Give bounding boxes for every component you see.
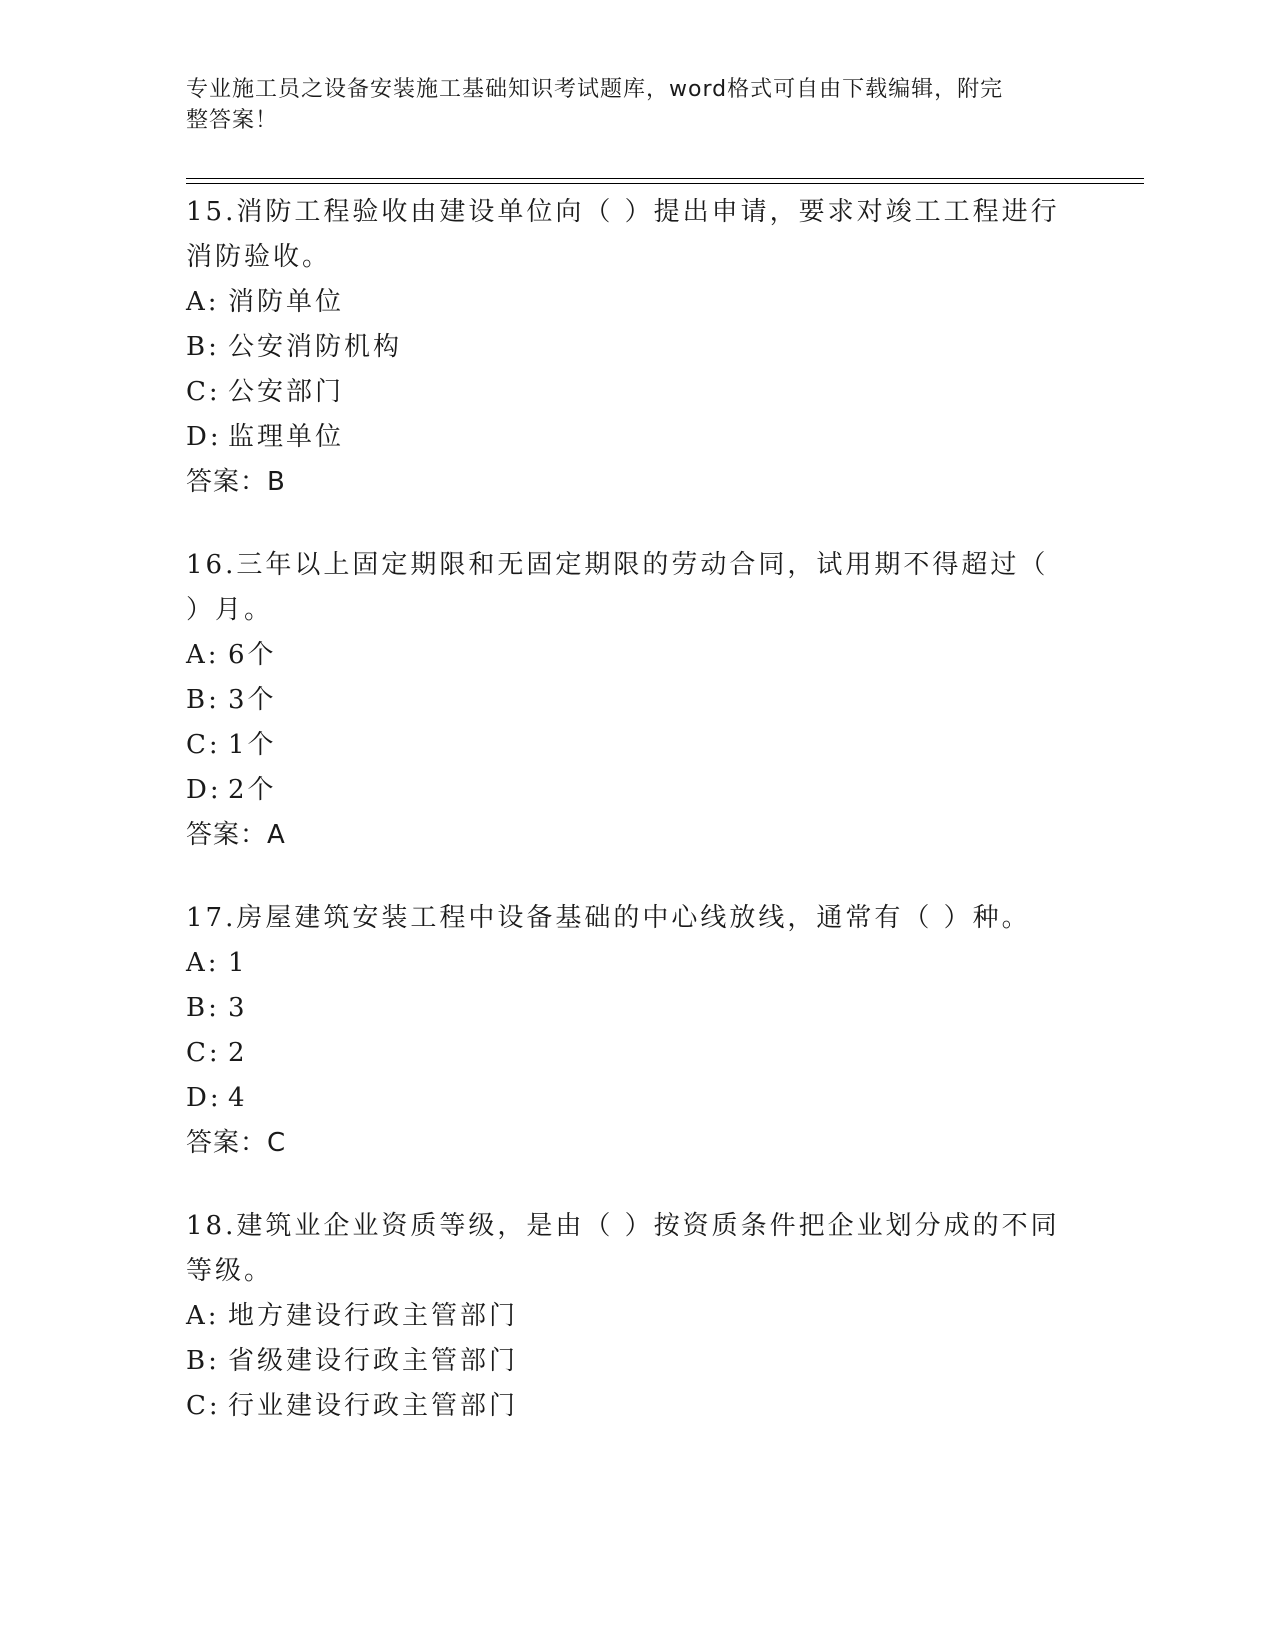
stem-line-2: ）月。 xyxy=(186,595,274,625)
option-letter: D: xyxy=(186,422,222,452)
question-stem xyxy=(186,190,1066,280)
option-d xyxy=(186,1076,1066,1121)
option-text: 2 xyxy=(228,1038,248,1068)
option-text: 地方建设行政主管部门 xyxy=(228,1301,519,1331)
option-b xyxy=(186,1339,1066,1384)
stem-line-2: 消防验收。 xyxy=(186,242,332,272)
stem-line-2: 等级。 xyxy=(186,1256,274,1286)
option-letter: B: xyxy=(186,685,220,715)
option-letter: C: xyxy=(186,377,221,407)
question-stem xyxy=(186,543,1066,633)
option-text: 1个 xyxy=(228,730,277,760)
question-17 xyxy=(186,896,1066,1166)
option-c xyxy=(186,723,1066,768)
stem-line-1: 15.消防工程验收由建设单位向（ ）提出申请，要求对竣工工程进行 xyxy=(186,197,1060,227)
stem-line-1: 18.建筑业企业资质等级，是由（ ）按资质条件把企业划分成的不同 xyxy=(186,1211,1060,1241)
answer-line: 答案：C xyxy=(186,1128,287,1158)
stem-line-1: 17.房屋建筑安装工程中设备基础的中心线放线，通常有（ ）种。 xyxy=(186,903,1031,933)
option-text: 消防单位 xyxy=(228,287,345,317)
option-d xyxy=(186,768,1066,813)
question-stem xyxy=(186,1204,1066,1294)
question-18 xyxy=(186,1204,1066,1429)
question-16 xyxy=(186,543,1066,858)
option-b xyxy=(186,325,1066,370)
option-c xyxy=(186,1031,1066,1076)
option-b xyxy=(186,986,1066,1031)
option-d xyxy=(186,415,1066,460)
option-text: 行业建设行政主管部门 xyxy=(228,1391,519,1421)
header-divider-top xyxy=(186,178,1144,179)
header-line-2: 整答案！ xyxy=(186,108,279,133)
option-c xyxy=(186,1384,1066,1429)
answer-line: 答案：B xyxy=(186,467,286,497)
option-text: 监理单位 xyxy=(228,422,345,452)
option-letter: C: xyxy=(186,730,221,760)
option-c xyxy=(186,370,1066,415)
header-line-1: 专业施工员之设备安装施工基础知识考试题库，word格式可自由下载编辑，附完 xyxy=(186,77,1004,102)
option-text: 省级建设行政主管部门 xyxy=(228,1346,519,1376)
question-list xyxy=(186,190,1066,1467)
option-b xyxy=(186,678,1066,723)
option-a xyxy=(186,941,1066,986)
option-letter: D: xyxy=(186,1083,222,1113)
question-15 xyxy=(186,190,1066,505)
stem-line-1: 16.三年以上固定期限和无固定期限的劳动合同，试用期不得超过（ xyxy=(186,550,1049,580)
option-letter: B: xyxy=(186,1346,220,1376)
option-letter: A: xyxy=(186,948,220,978)
option-text: 公安部门 xyxy=(228,377,345,407)
option-letter: C: xyxy=(186,1038,221,1068)
answer-line: 答案：A xyxy=(186,820,286,850)
option-text: 1 xyxy=(228,948,248,978)
option-letter: B: xyxy=(186,993,220,1023)
option-a xyxy=(186,280,1066,325)
option-text: 公安消防机构 xyxy=(228,332,403,362)
option-letter: D: xyxy=(186,775,222,805)
document-header xyxy=(186,74,1066,136)
option-text: 4 xyxy=(228,1083,248,1113)
option-letter: B: xyxy=(186,332,220,362)
option-letter: C: xyxy=(186,1391,221,1421)
option-text: 2个 xyxy=(228,775,277,805)
option-a xyxy=(186,633,1066,678)
option-letter: A: xyxy=(186,1301,220,1331)
option-text: 6个 xyxy=(228,640,277,670)
option-a xyxy=(186,1294,1066,1339)
option-letter: A: xyxy=(186,640,220,670)
option-text: 3个 xyxy=(228,685,277,715)
option-text: 3 xyxy=(228,993,248,1023)
option-letter: A: xyxy=(186,287,220,317)
question-stem xyxy=(186,896,1066,941)
header-divider-bottom xyxy=(186,183,1144,184)
